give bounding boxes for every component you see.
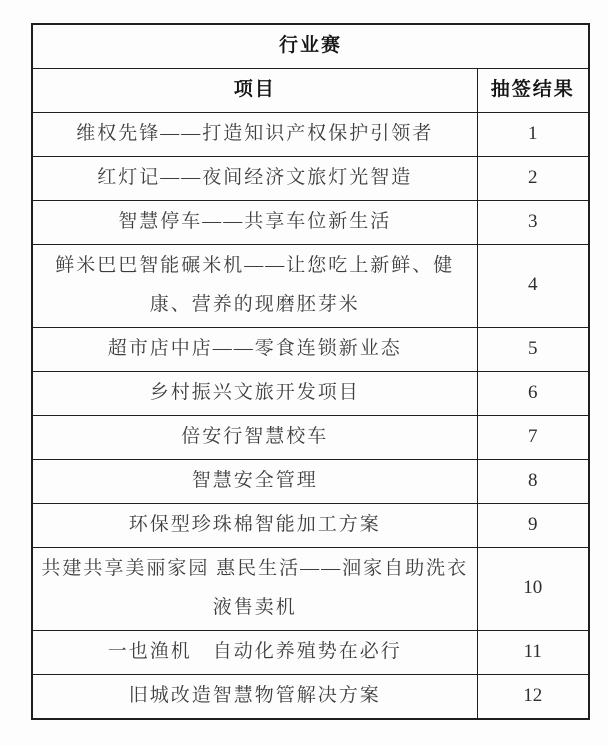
result-cell: 5 (477, 327, 589, 371)
industry-competition-table (31, 23, 590, 720)
table-row (32, 112, 589, 156)
result-cell: 8 (477, 459, 589, 503)
result-cell: 3 (477, 200, 589, 244)
column-header-project: 项目 (32, 68, 477, 112)
result-cell: 4 (477, 244, 589, 327)
project-cell: 鲜米巴巴智能碾米机——让您吃上新鲜、健康、营养的现磨胚芽米 (32, 244, 477, 327)
table-row (32, 674, 589, 718)
column-header-row (32, 68, 589, 112)
project-cell: 智慧停车——共享车位新生活 (32, 200, 477, 244)
table-row (32, 156, 589, 200)
table-body (32, 112, 589, 718)
result-cell: 10 (477, 547, 589, 630)
table-row (32, 459, 589, 503)
column-header-result: 抽签结果 (477, 68, 589, 112)
result-cell: 7 (477, 415, 589, 459)
project-cell: 共建共享美丽家园 惠民生活——洄家自助洗衣液售卖机 (32, 547, 477, 630)
table-row (32, 630, 589, 674)
project-cell: 环保型珍珠棉智能加工方案 (32, 503, 477, 547)
project-cell: 红灯记——夜间经济文旅灯光智造 (32, 156, 477, 200)
project-cell: 智慧安全管理 (32, 459, 477, 503)
table-row (32, 371, 589, 415)
table-title: 行业赛 (32, 24, 589, 68)
result-cell: 6 (477, 371, 589, 415)
table-row (32, 244, 589, 327)
table-row (32, 327, 589, 371)
result-cell: 12 (477, 674, 589, 718)
table-row (32, 547, 589, 630)
table-title-row (32, 24, 589, 68)
project-cell: 超市店中店——零食连锁新业态 (32, 327, 477, 371)
project-cell: 倍安行智慧校车 (32, 415, 477, 459)
table-row (32, 200, 589, 244)
result-cell: 11 (477, 630, 589, 674)
project-cell: 一也渔机 自动化养殖势在必行 (32, 630, 477, 674)
table-row (32, 415, 589, 459)
project-cell: 乡村振兴文旅开发项目 (32, 371, 477, 415)
result-cell: 1 (477, 112, 589, 156)
project-cell: 维权先锋——打造知识产权保护引领者 (32, 112, 477, 156)
project-cell: 旧城改造智慧物管解决方案 (32, 674, 477, 718)
result-cell: 2 (477, 156, 589, 200)
result-cell: 9 (477, 503, 589, 547)
table-row (32, 503, 589, 547)
